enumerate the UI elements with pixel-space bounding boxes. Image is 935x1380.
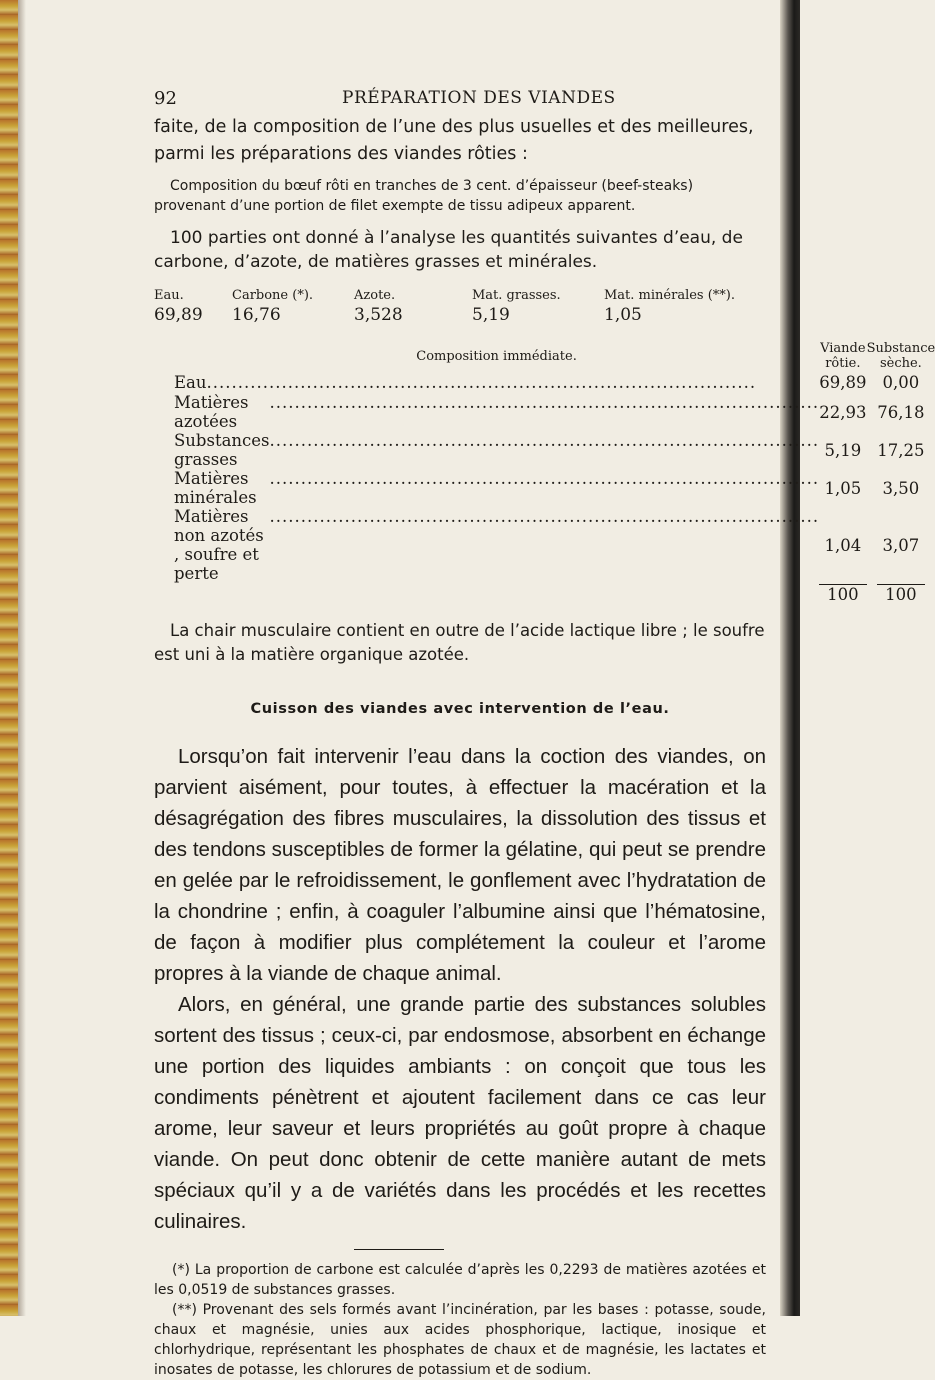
table-header: Viande rôtie.	[820, 341, 866, 371]
roast-value: 1,05	[824, 478, 862, 498]
analysis-value: 3,528	[354, 305, 403, 325]
running-head	[154, 88, 766, 114]
body-paragraph: Lorsqu’on fait intervenir l’eau dans la coction des viandes, on parvient aisément, pour toutes, à effectuer la macération et la désagrégation des fibres musculaires, la dissolution des tissus et des tendons susceptibles de former la gélatine, qui peut se prendre en gelée par le refroidissement, le gonflement avec l’hydratation de la chondrine ; enfin, à coaguler l’albumine ainsi que l’hématosine, de façon à modifier plus complétement la couleur et l’arome propres à la viande de chaque animal.	[154, 745, 766, 985]
analysis-header: Azote.	[354, 288, 396, 303]
table-totals-row	[174, 583, 935, 605]
analysis-header: Mat. grasses.	[472, 288, 561, 303]
row-label: Matières azotées	[174, 393, 249, 431]
table-row	[174, 431, 935, 469]
body-paragraph: Alors, en général, une grande partie des substances solubles sortent des tissus ; ceux-ci, par endosmose, absorbent en échange une portion des liquides ambiants : on conçoit que tous les condiments pénètrent et ajoutent facilement dans ce cas leur arome, leur saveur et leurs propriétés au goût propre à chaque viande. On peut donc obtenir de cette manière autant de mets spéciaux qu’il y a de variétés dans les procédés et les recettes culinaires.	[154, 993, 766, 1233]
footnote-rule	[354, 1249, 444, 1250]
row-label: Matières minérales	[174, 469, 257, 507]
analysis-header-row	[154, 288, 766, 303]
analysis-header: Carbone (*).	[232, 288, 314, 303]
intro-paragraph: faite, de la composition de l’une des plus usuelles et des meilleures, parmi les préparations des viandes rôties :	[154, 117, 754, 164]
analysis-header: Eau.	[154, 288, 184, 303]
dry-value: 3,50	[882, 478, 920, 498]
dry-total: 100	[877, 584, 925, 604]
section-title: Cuisson des viandes avec intervention de l’eau.	[250, 701, 670, 717]
footnote: (*) La proportion de carbone est calculée d’après les 0,2293 de matières azotées et les 0,0519 de substances grasses.	[154, 1262, 766, 1298]
book-binding	[0, 0, 18, 1316]
footnote: (**) Provenant des sels formés avant l’incinération, par les bases : potasse, soude, chaux et magnésie, unies aux acides phosphorique, lactique, inosique et chlorhydrique, représentant les phosphates de chaux et de magnésie, les lactates et inosates de potasse, les chlorures de potassium et de sodium.	[154, 1302, 766, 1378]
table-row	[174, 469, 935, 507]
analysis-value: 69,89	[154, 305, 203, 325]
table-header: Substance sèche.	[866, 341, 935, 371]
roast-value: 69,89	[819, 372, 867, 392]
row-label: Matières non azotés , soufre et perte	[174, 507, 264, 583]
analysis-value-row	[154, 305, 766, 325]
dry-value: 17,25	[877, 440, 925, 460]
page-edge	[780, 0, 800, 1316]
analysis-intro: 100 parties ont donné à l’analyse les quantités suivantes d’eau, de carbone, d’azote, de matières grasses et minérales.	[154, 228, 743, 272]
dry-value: 76,18	[877, 402, 925, 422]
table-row	[174, 371, 935, 393]
composition-table	[174, 341, 935, 605]
book-page	[154, 88, 935, 1380]
analysis-value: 16,76	[232, 305, 281, 325]
table-row	[174, 393, 935, 431]
roast-total: 100	[819, 584, 867, 604]
dry-value: 3,07	[882, 535, 920, 555]
roast-value: 1,04	[824, 535, 862, 555]
analysis-header: Mat. minérales (**).	[604, 288, 735, 303]
analysis-value: 1,05	[604, 305, 642, 325]
row-label: Eau	[174, 372, 207, 392]
muscle-note: La chair musculaire contient en outre de l’acide lactique libre ; le soufre est uni à la matière organique azotée.	[154, 621, 765, 664]
row-label: Substances grasses	[174, 431, 270, 469]
page-number: 92	[154, 88, 177, 109]
table-header: Composition immédiate.	[416, 348, 577, 364]
dry-value: 0,00	[882, 372, 920, 392]
composition-note: Composition du bœuf rôti en tranches de 3 cent. d’épaisseur (beef-steaks) provenant d’une portion de filet exempte de tissu adipeux apparent.	[154, 178, 694, 214]
roast-value: 22,93	[819, 402, 867, 422]
table-row	[174, 507, 935, 583]
running-title: PRÉPARATION DES VIANDES	[342, 88, 616, 108]
table-header-row	[174, 341, 935, 371]
roast-value: 5,19	[824, 440, 862, 460]
analysis-value: 5,19	[472, 305, 510, 325]
